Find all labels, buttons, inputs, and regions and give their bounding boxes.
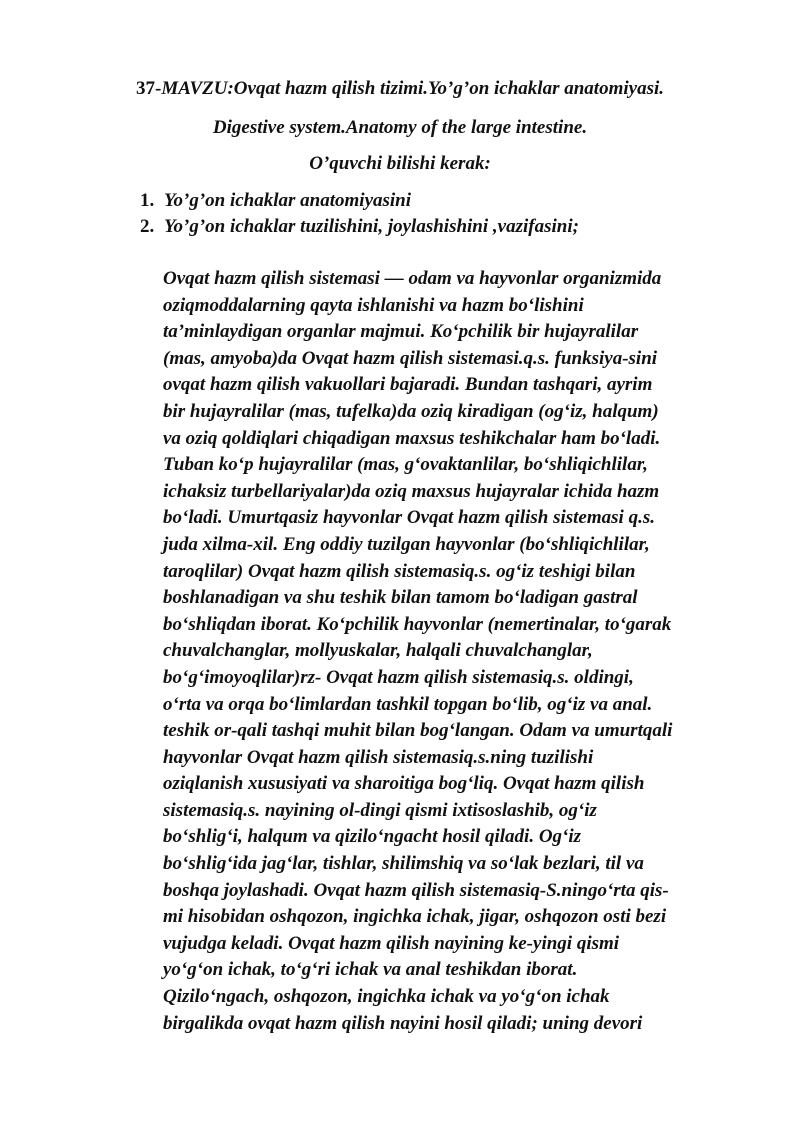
- paragraph-line: bo‘shlig‘ida jag‘lar, tishlar, shilimshiq va so‘lak bezlari, til va: [163, 853, 644, 875]
- section-heading: O’quvchi bilishi kerak:: [309, 153, 491, 174]
- paragraph-line: va oziq qoldiqlari chiqadigan maxsus teshikchalar ham bo‘ladi.: [163, 427, 661, 449]
- paragraph-line: bo‘shliqdan iborat. Ko‘pchilik hayvonlar (nemertinalar, to‘garak: [163, 613, 672, 635]
- paragraph-line: hayvonlar Ovqat hazm qilish sistemasiq.s.ning tuzilishi: [163, 746, 594, 768]
- paragraph-line: ichaksiz turbellariyalar)da oziq maxsus hujayralar ichida hazm: [163, 480, 660, 502]
- paragraph-line: teshik or-qali tashqi muhit bilan bog‘langan. Odam va umurtqali: [163, 720, 673, 742]
- list-text: Yo’g’on ichaklar tuzilishini, joylashishini ,vazifasini;: [164, 216, 579, 237]
- list-text: Yo’g’on ichaklar anatomiyasini: [164, 190, 412, 211]
- paragraph-line: Qizilo‘ngach, oshqozon, ingichka ichak va yo‘g‘on ichak: [163, 986, 610, 1008]
- paragraph-line: yo‘g‘on ichak, to‘g‘ri ichak va anal teshikdan iborat.: [163, 959, 578, 981]
- paragraph-line: oziqmoddalarning qayta ishlanishi va hazm bo‘lishini: [163, 294, 584, 316]
- paragraph-line: boshqa joylashadi. Ovqat hazm qilish sistemasiq-S.ningo‘rta qis-: [163, 879, 669, 901]
- paragraph-line: Tuban ko‘p hujayralilar (mas, g‘ovaktanlilar, bo‘shliqichlilar,: [163, 454, 648, 476]
- paragraph-line: (mas, amyoba)da Ovqat hazm qilish sistemasi.q.s. funksiya-sini: [163, 347, 658, 369]
- list-item: [140, 214, 579, 240]
- paragraph-line: bo‘shlig‘i, halqum va qizilo‘ngacht hosil qiladi. Og‘iz: [163, 826, 582, 848]
- objectives-list: [140, 188, 579, 240]
- body-paragraph: [163, 266, 763, 1037]
- topic-number: 37-: [135, 78, 162, 99]
- paragraph-line: mi hisobidan oshqozon, ingichka ichak, jigar, oshqozon osti bezi: [163, 906, 667, 928]
- paragraph-line: o‘rta va orqa bo‘limlardan tashkil topgan bo‘lib, og‘iz va anal.: [163, 693, 653, 715]
- page-subtitle: Digestive system.Anatomy of the large intestine.: [212, 117, 588, 138]
- list-number: 2.: [140, 216, 155, 237]
- paragraph-line: taroqlilar) Ovqat hazm qilish sistemasiq.s. og‘iz teshigi bilan: [163, 560, 636, 582]
- paragraph-line: bo‘g‘imoyoqlilar)rz- Ovqat hazm qilish sistemasiq.s. oldingi,: [163, 666, 634, 688]
- paragraph-line: chuvalchanglar, mollyuskalar, halqali chuvalchanglar,: [163, 640, 593, 662]
- paragraph-line: sistemasiq.s. nayining ol-dingi qismi ixtisoslashib, og‘iz: [163, 799, 597, 821]
- topic-title: MAVZU:Ovqat hazm qilish tizimi.Yo’g’on ichaklar anatomiyasi.: [161, 78, 664, 99]
- paragraph-line: juda xilma-xil. Eng oddiy tuzilgan hayvonlar (bo‘shliqichlilar,: [163, 533, 650, 555]
- paragraph-line: ovqat hazm qilish vakuollari bajaradi. Bundan tashqari, ayrim: [163, 374, 653, 396]
- paragraph-line: oziqlanish xususiyati va sharoitiga bog‘liq. Ovqat hazm qilish: [163, 773, 645, 795]
- paragraph-line: bo‘ladi. Umurtqasiz hayvonlar Ovqat hazm qilish sistemasi q.s.: [163, 507, 655, 529]
- list-item: [140, 188, 579, 214]
- paragraph-line: bir hujayralilar (mas, tufelka)da oziq kiradigan (og‘iz, halqum): [163, 400, 659, 422]
- page-title: [0, 78, 800, 100]
- paragraph-line: ta’minlaydigan organlar majmui. Ko‘pchilik bir hujayralilar: [163, 321, 639, 343]
- paragraph-line: boshlanadigan va shu teshik bilan tamom bo‘ladigan gastral: [163, 587, 638, 609]
- paragraph-line: birgalikda ovqat hazm qilish nayini hosil qiladi; uning devori: [163, 1012, 643, 1034]
- list-number: 1.: [140, 190, 155, 211]
- paragraph-line: vujudga keladi. Ovqat hazm qilish nayining ke-yingi qismi: [163, 932, 620, 954]
- paragraph-line: Ovqat hazm qilish sistemasi — odam va hayvonlar organizmida: [163, 268, 662, 289]
